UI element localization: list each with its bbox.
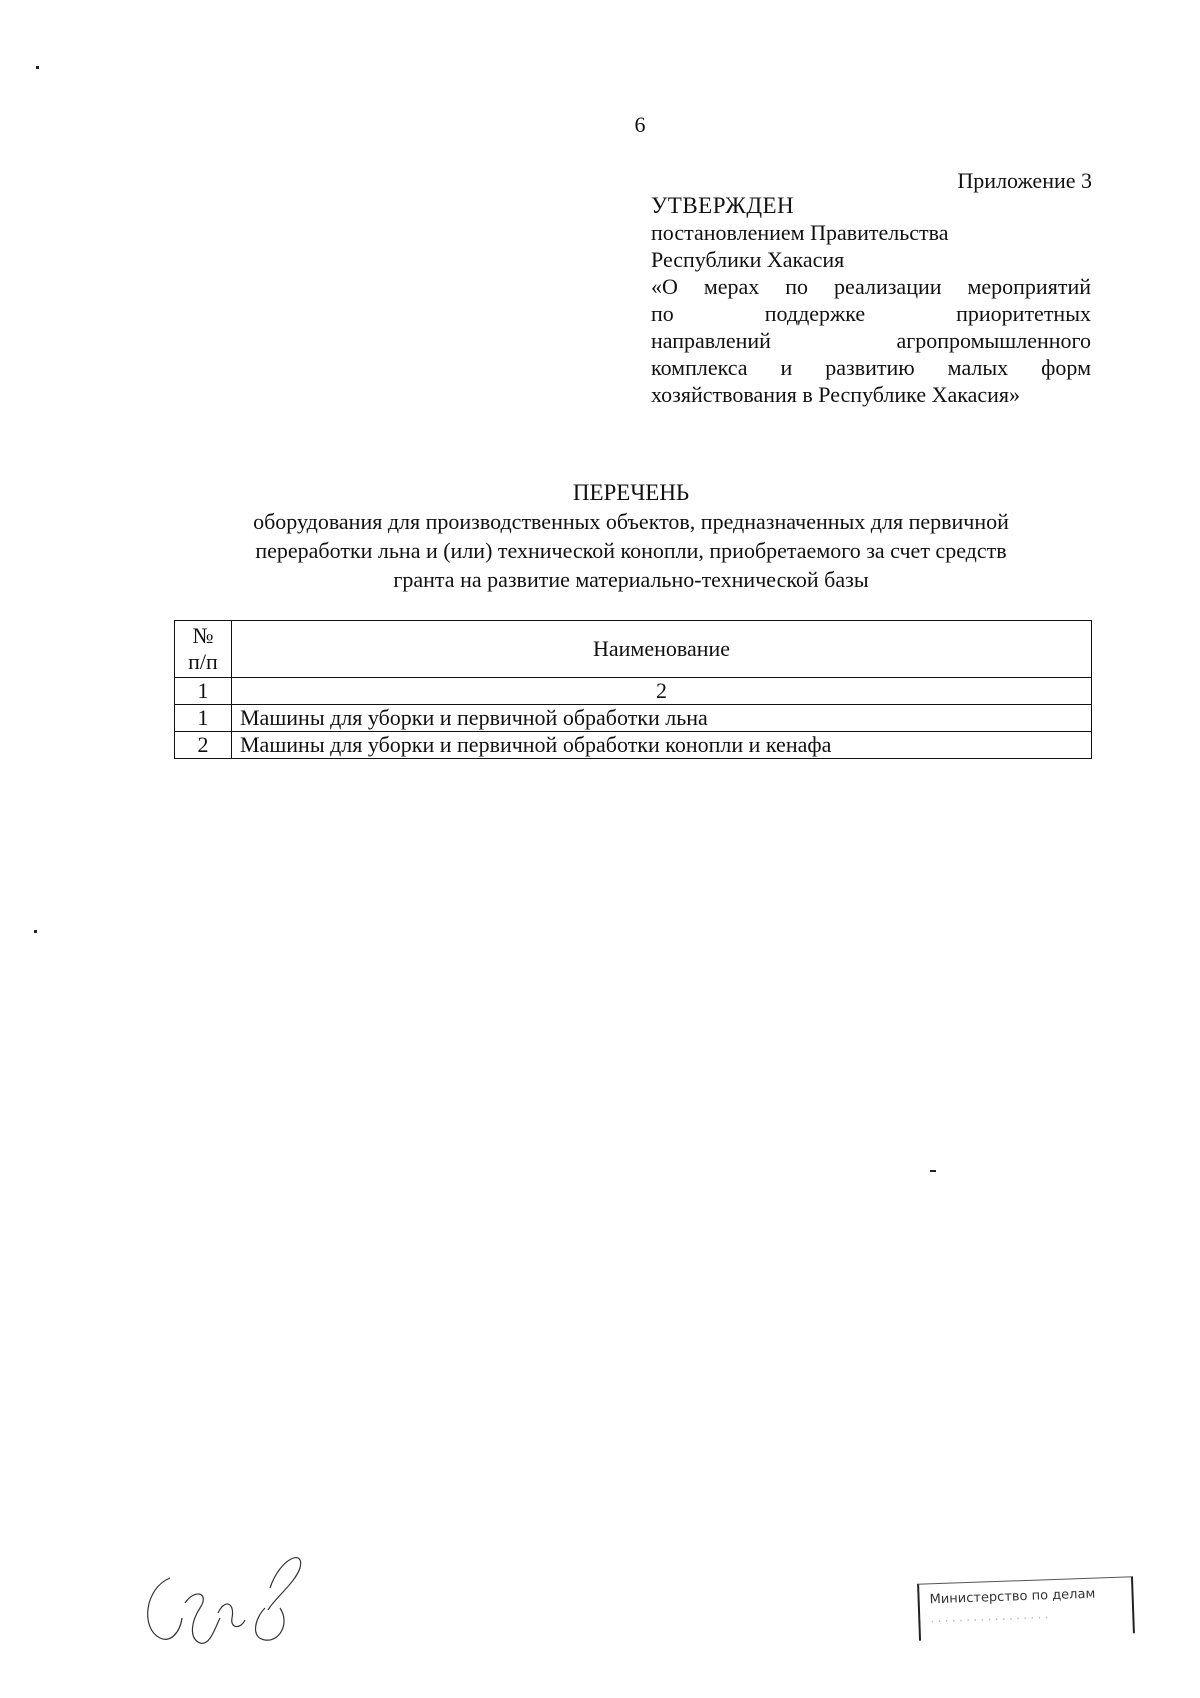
approval-line: комплекса и развитию малых форм: [651, 355, 1091, 380]
approval-line: хозяйствования в Республике Хакасия»: [651, 382, 1021, 407]
list-title-block: [170, 478, 1092, 594]
approval-line: «О мерах по реализации мероприятий: [651, 274, 1091, 299]
header-number: [175, 621, 232, 678]
subtitle-line: оборудования для производственных объектов, предназначенных для первичной: [253, 509, 1009, 534]
column-number-cell: 1: [175, 678, 232, 705]
document-title: ПЕРЕЧЕНЬ: [572, 480, 690, 505]
scan-speck: [36, 66, 39, 69]
row-name: Машины для уборки и первичной обработки конопли и кенафа: [232, 732, 1092, 759]
approval-heading: УТВЕРЖДЕН: [651, 193, 795, 218]
table-row: [175, 705, 1092, 732]
column-number-row: [175, 678, 1092, 705]
table-row: [175, 732, 1092, 759]
column-number-cell: 2: [232, 678, 1092, 705]
page-number: 6: [634, 112, 646, 137]
handwritten-signature: [140, 1548, 320, 1648]
ministry-stamp: [917, 1576, 1135, 1641]
stamp-text: Министерство по делам: [929, 1586, 1096, 1608]
subtitle-line: переработки льна и (или) технической конопли, приобретаемого за счет средств: [255, 538, 1007, 563]
approval-line: постановлением Правительства: [651, 220, 949, 245]
row-name: Машины для уборки и первичной обработки льна: [232, 705, 1092, 732]
header-number-sign: №: [192, 623, 214, 648]
approval-line: направлений агропромышленного: [651, 328, 1091, 353]
approval-block: [651, 192, 1091, 408]
stamp-faded-text: .................: [930, 1607, 1052, 1627]
equipment-table: [174, 620, 1092, 759]
header-number-abbr: п/п: [188, 649, 218, 674]
scan-speck: [34, 930, 37, 933]
scan-speck: [930, 1170, 936, 1172]
annex-label: Приложение 3: [957, 168, 1092, 193]
approval-line: по поддержке приоритетных: [651, 301, 1091, 326]
table-header-row: [175, 621, 1092, 678]
row-number: 2: [175, 732, 232, 759]
row-number: 1: [175, 705, 232, 732]
approval-line: Республики Хакасия: [651, 247, 845, 272]
subtitle-line: гранта на развитие материально-технической базы: [393, 567, 869, 592]
header-name: Наименование: [232, 621, 1092, 678]
